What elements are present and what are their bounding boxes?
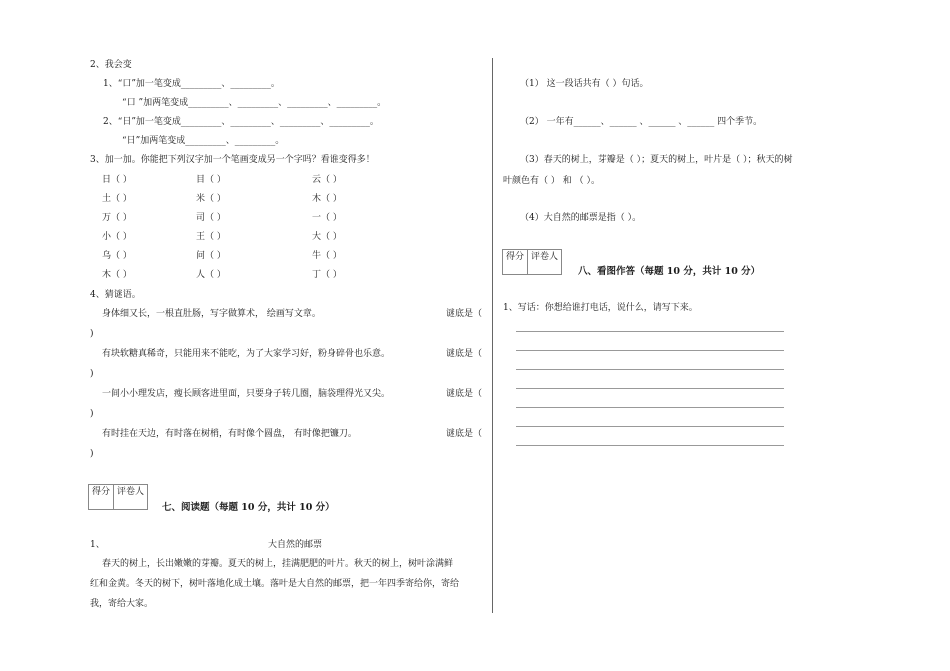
score-label: 得分	[503, 250, 528, 274]
grader-label: 评卷人	[531, 252, 559, 262]
writing-line[interactable]	[516, 331, 784, 332]
reading-question-3-cont: 叶颜色有（ ） 和 （ ）。	[503, 176, 600, 186]
q3-cell: 万（ ）	[102, 213, 132, 223]
q3-cell: 目（ ）	[196, 175, 226, 185]
score-box-section8	[502, 249, 562, 275]
q3-cell: 小（ ）	[102, 232, 132, 242]
q3-cell: 司（ ）	[196, 213, 226, 223]
riddle-answer: 谜底是（	[446, 429, 483, 439]
writing-line[interactable]	[516, 388, 784, 389]
passage-line: 我，寄给大家。	[90, 599, 154, 609]
q2-line-3: 2、“日”加一笔变成_________、_________、_________、_________。	[103, 117, 379, 127]
riddle-text: 一间小小理发店，瘦长顾客进里面，只要身子转几圈，脑袋理得光又尖。	[102, 389, 391, 399]
section8-title: 八、看图作答（每题 10 分，共计 10 分）	[578, 266, 761, 277]
q3-cell: 丁（ ）	[312, 270, 342, 280]
riddle-text: 有时挂在天边，有时落在树梢，有时像个圆盘， 有时像把镰刀。	[102, 429, 357, 439]
q3-cell: 牛（ ）	[312, 251, 342, 261]
riddle-answer: 谜底是（	[446, 389, 483, 399]
column-divider	[492, 58, 493, 613]
reading-question-3: （3）春天的树上，芽瓣是（ ）；夏天的树上，叶片是（ ）；秋天的树	[520, 155, 793, 165]
riddle-answer: 谜底是（	[446, 309, 483, 319]
writing-line[interactable]	[516, 445, 784, 446]
writing-line[interactable]	[516, 407, 784, 408]
q2-title: 2、我会变	[90, 60, 132, 70]
writing-line[interactable]	[516, 426, 784, 427]
writing-line[interactable]	[516, 350, 784, 351]
q3-cell: 问（ ）	[196, 251, 226, 261]
q3-cell: 云（ ）	[312, 175, 342, 185]
q3-cell: 木（ ）	[312, 194, 342, 204]
q3-cell: 大（ ）	[312, 232, 342, 242]
passage-line: 红和金黄。冬天的树下，树叶落地化成土壤。落叶是大自然的邮票，把一年四季寄给你，寄给	[90, 579, 460, 589]
q3-cell: 人（ ）	[196, 270, 226, 280]
riddle-text: 有块软糖真稀奇，只能用来不能吃，为了大家学习好，粉身碎骨也乐意。	[102, 349, 391, 359]
riddle-close: )	[90, 369, 94, 379]
reading-question-1: （1） 这一段话共有（ ）句话。	[520, 79, 649, 89]
section7-number: 1、	[90, 540, 105, 550]
score-box-section7	[88, 484, 148, 510]
reading-question-2: （2） 一年有______、______ 、______ 、______ 四个季节。	[520, 117, 763, 127]
q4-title: 4、猜谜语。	[90, 290, 141, 300]
q3-cell: 米（ ）	[196, 194, 226, 204]
riddle-answer: 谜底是（	[446, 349, 483, 359]
q3-cell: 土（ ）	[102, 194, 132, 204]
riddle-text: 身体细又长，一根直肚肠，写字做算术， 绘画写文章。	[102, 309, 321, 319]
q2-line-2: “口 ”加两笔变成_________、_________、_________、_________。	[122, 98, 387, 108]
q2-line-1: 1、“口”加一笔变成_________、_________。	[103, 79, 280, 89]
q3-cell: 木（ ）	[102, 270, 132, 280]
q3-cell: 王（ ）	[196, 232, 226, 242]
score-label: 得分	[89, 485, 114, 509]
q3-cell: 乌（ ）	[102, 251, 132, 261]
section8-prompt: 1、写话：你想给谁打电话，说什么，请写下来。	[503, 303, 698, 313]
writing-line[interactable]	[516, 369, 784, 370]
passage-line: 春天的树上，长出嫩嫩的芽瓣。夏天的树上，挂满肥肥的叶片。秋天的树上，树叶涂满鲜	[102, 559, 454, 569]
q3-cell: 一（ ）	[312, 213, 342, 223]
riddle-close: )	[90, 329, 94, 339]
passage-title: 大自然的邮票	[268, 540, 323, 550]
grader-label: 评卷人	[117, 487, 145, 497]
riddle-close: )	[90, 449, 94, 459]
section7-title: 七、阅读题（每题 10 分，共计 10 分）	[162, 502, 335, 513]
q3-cell: 日（ ）	[102, 175, 132, 185]
q3-title: 3、加一加。你能把下列汉字加一个笔画变成另一个字吗？看谁变得多！	[90, 155, 375, 165]
riddle-close: )	[90, 409, 94, 419]
q2-line-4: “日”加两笔变成_________、_________。	[122, 136, 285, 146]
reading-question-4: （4）大自然的邮票是指（ ）。	[520, 213, 642, 223]
